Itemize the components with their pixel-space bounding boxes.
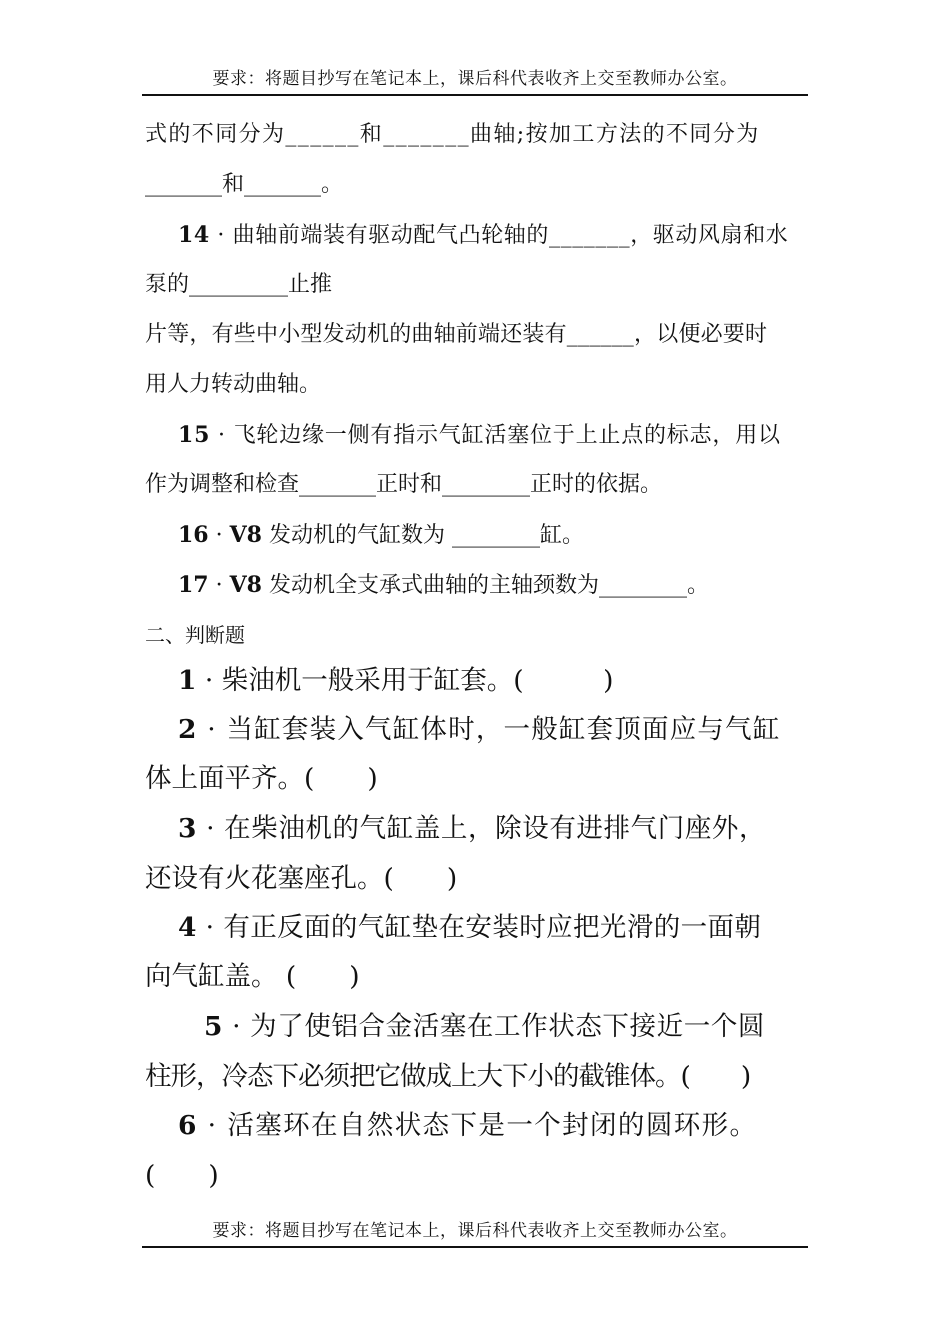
question-text: 为了使铝合金活塞在工作状态下接近一个圆 <box>250 1011 766 1042</box>
engine-code: V8 <box>229 522 262 548</box>
question-number: 3 <box>178 813 198 844</box>
engine-code: V8 <box>229 572 262 598</box>
bullet: · <box>197 1110 228 1141</box>
question-number: 14 <box>178 222 210 248</box>
header-rule <box>142 94 808 96</box>
judgment-5-line-1 <box>204 1009 765 1045</box>
footer-rule <box>142 1246 808 1248</box>
bullet: · <box>208 523 230 548</box>
judgment-2-line-1 <box>178 712 781 748</box>
judgment-6-line-1 <box>178 1108 757 1144</box>
question-14-line-2: 泵的_________止推 <box>145 272 333 297</box>
question-text: 柴油机一般采用于缸套。( ) <box>221 665 614 696</box>
question-17 <box>178 570 709 601</box>
judgment-2-line-2: 体上面平齐。( ) <box>145 763 378 794</box>
bullet: · <box>208 573 230 598</box>
judgment-1 <box>178 663 613 699</box>
judgment-5-line-2: 柱形，冷态下必须把它做成上大下小的截锥体。( ) <box>145 1061 751 1092</box>
question-number: 1 <box>178 665 197 696</box>
question-16 <box>178 520 584 551</box>
question-number: 4 <box>178 912 197 943</box>
question-number: 6 <box>178 1110 198 1141</box>
line-2: _______和_______。 <box>145 172 344 197</box>
judgment-4-line-1 <box>178 910 761 946</box>
question-number: 16 <box>178 522 209 548</box>
question-15-line-1 <box>178 420 781 451</box>
question-text: 发动机全支承式曲轴的主轴颈数为________。 <box>269 573 710 598</box>
question-text: 飞轮边缘一侧有指示气缸活塞位于上止点的标志，用以 <box>233 423 781 448</box>
question-text: 发动机的气缸数为 ________缸。 <box>269 523 584 548</box>
bullet: · <box>197 813 225 844</box>
question-text: 在柴油机的气缸盖上，除设有进排气门座外， <box>224 813 767 844</box>
question-text: 当缸套装入气缸体时，一般缸套顶面应与气缸 <box>226 714 781 745</box>
judgment-6-line-2: ( ) <box>145 1160 219 1191</box>
judgment-4-line-2: 向气缸盖。 ( ) <box>145 961 360 992</box>
bullet: · <box>197 714 227 745</box>
question-text: 活塞环在自然状态下是一个封闭的圆环形。 <box>227 1110 758 1141</box>
question-14-line-3: 片等，有些中小型发动机的曲轴前端还装有______，以便必要时 <box>145 322 768 347</box>
line-1: 式的不同分为______和_______曲轴;按加工方法的不同分为 <box>145 122 760 147</box>
question-number: 2 <box>178 714 198 745</box>
question-text: 曲轴前端装有驱动配气凸轮轴的_______，驱动风扇和水 <box>232 223 789 248</box>
question-text: 有正反面的气缸垫在安装时应把光滑的一面朝 <box>223 912 762 943</box>
question-14-line-4: 用人力转动曲轴。 <box>145 372 322 397</box>
bullet: · <box>196 912 224 943</box>
question-number: 5 <box>204 1011 224 1042</box>
question-number: 15 <box>178 422 211 448</box>
judgment-3-line-1 <box>178 811 766 847</box>
bullet: · <box>223 1011 251 1042</box>
page-header: 要求：将题目抄写在笔记本上，课后科代表收齐上交至教师办公室。 <box>212 69 738 89</box>
bullet: · <box>209 223 233 248</box>
page-footer: 要求：将题目抄写在笔记本上，课后科代表收齐上交至教师办公室。 <box>212 1221 738 1241</box>
question-15-line-2: 作为调整和检查_______正时和________正时的依据。 <box>145 472 663 497</box>
section-title: 二、判断题 <box>145 623 245 647</box>
judgment-3-line-2: 还设有火花塞座孔。( ) <box>145 863 458 894</box>
bullet: · <box>210 423 234 448</box>
bullet: · <box>196 665 222 696</box>
question-14-line-1 <box>178 220 788 251</box>
question-number: 17 <box>178 572 209 598</box>
